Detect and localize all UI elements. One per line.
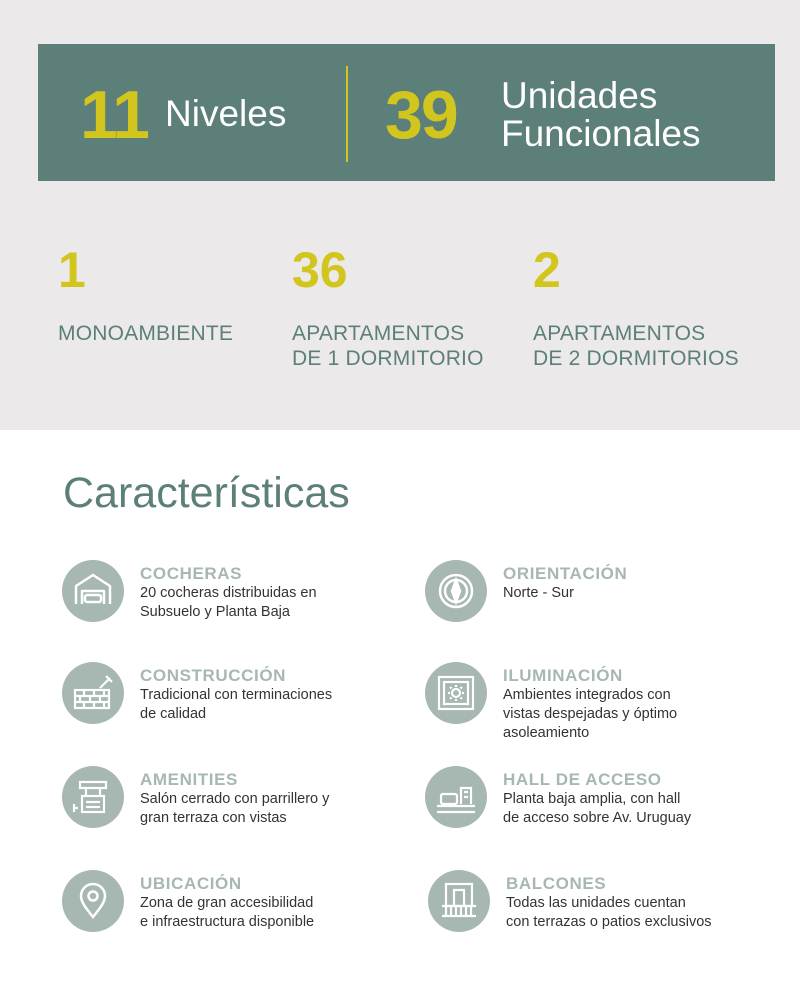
feature-title: HALL DE ACCESO <box>503 770 662 789</box>
grill-icon <box>62 766 124 828</box>
feature-description: Norte - Sur <box>503 585 574 601</box>
feature-title: AMENITIES <box>140 770 238 789</box>
feature-description: Planta baja amplia, con hall de acceso sobre Av. Uruguay <box>503 791 692 826</box>
location-pin-icon <box>62 870 124 932</box>
stat-1-dormitorio <box>292 242 484 371</box>
units-label-line2: Funcionales <box>501 113 701 154</box>
feature-iluminacion <box>425 662 785 742</box>
stat-label: MONOAMBIENTE <box>58 322 234 345</box>
stat-2-dormitorios <box>533 242 739 371</box>
feature-title: COCHERAS <box>140 564 243 583</box>
stat-value: 1 <box>58 242 86 298</box>
stat-monoambiente <box>58 242 234 346</box>
levels-value: 11 <box>80 77 148 153</box>
units-label-line1: Unidades <box>501 75 658 116</box>
summary-banner <box>38 44 775 181</box>
brick-trowel-icon <box>62 662 124 724</box>
levels-label: Niveles <box>165 93 287 134</box>
feature-title: CONSTRUCCIÓN <box>140 666 287 685</box>
feature-description: Zona de gran accesibilidad e infraestructura disponible <box>140 895 315 930</box>
feature-description: Tradicional con terminaciones de calidad <box>140 687 333 722</box>
feature-balcones <box>428 870 788 950</box>
feature-title: UBICACIÓN <box>140 874 242 893</box>
stat-label: APARTAMENTOS DE 2 DORMITORIOS <box>533 322 739 370</box>
feature-description: Ambientes integrados con vistas despejadas y óptimo asoleamiento <box>503 687 678 741</box>
summary-section <box>0 0 800 430</box>
feature-hall-de-acceso <box>425 766 785 846</box>
feature-title: BALCONES <box>506 874 607 893</box>
garage-icon <box>62 560 124 622</box>
banner-divider <box>346 66 348 162</box>
stat-label: APARTAMENTOS DE 1 DORMITORIO <box>292 322 484 370</box>
units-value: 39 <box>385 77 457 153</box>
feature-amenities <box>62 766 422 846</box>
feature-description: Salón cerrado con parrillero y gran terraza con vistas <box>140 791 330 826</box>
stat-value: 2 <box>533 242 561 298</box>
balcony-icon <box>428 870 490 932</box>
feature-description: Todas las unidades cuentan con terrazas o patios exclusivos <box>506 895 712 930</box>
feature-construccion <box>62 662 422 742</box>
feature-orientacion <box>425 560 785 640</box>
feature-ubicacion <box>62 870 422 950</box>
feature-title: ILUMINACIÓN <box>503 666 623 685</box>
feature-title: ORIENTACIÓN <box>503 564 628 583</box>
section-title: Características <box>63 469 350 517</box>
stat-value: 36 <box>292 242 348 298</box>
street-car-icon <box>425 766 487 828</box>
feature-cocheras <box>62 560 422 640</box>
feature-description: 20 cocheras distribuidas en Subsuelo y Planta Baja <box>140 585 317 620</box>
compass-icon <box>425 560 487 622</box>
window-sun-icon <box>425 662 487 724</box>
